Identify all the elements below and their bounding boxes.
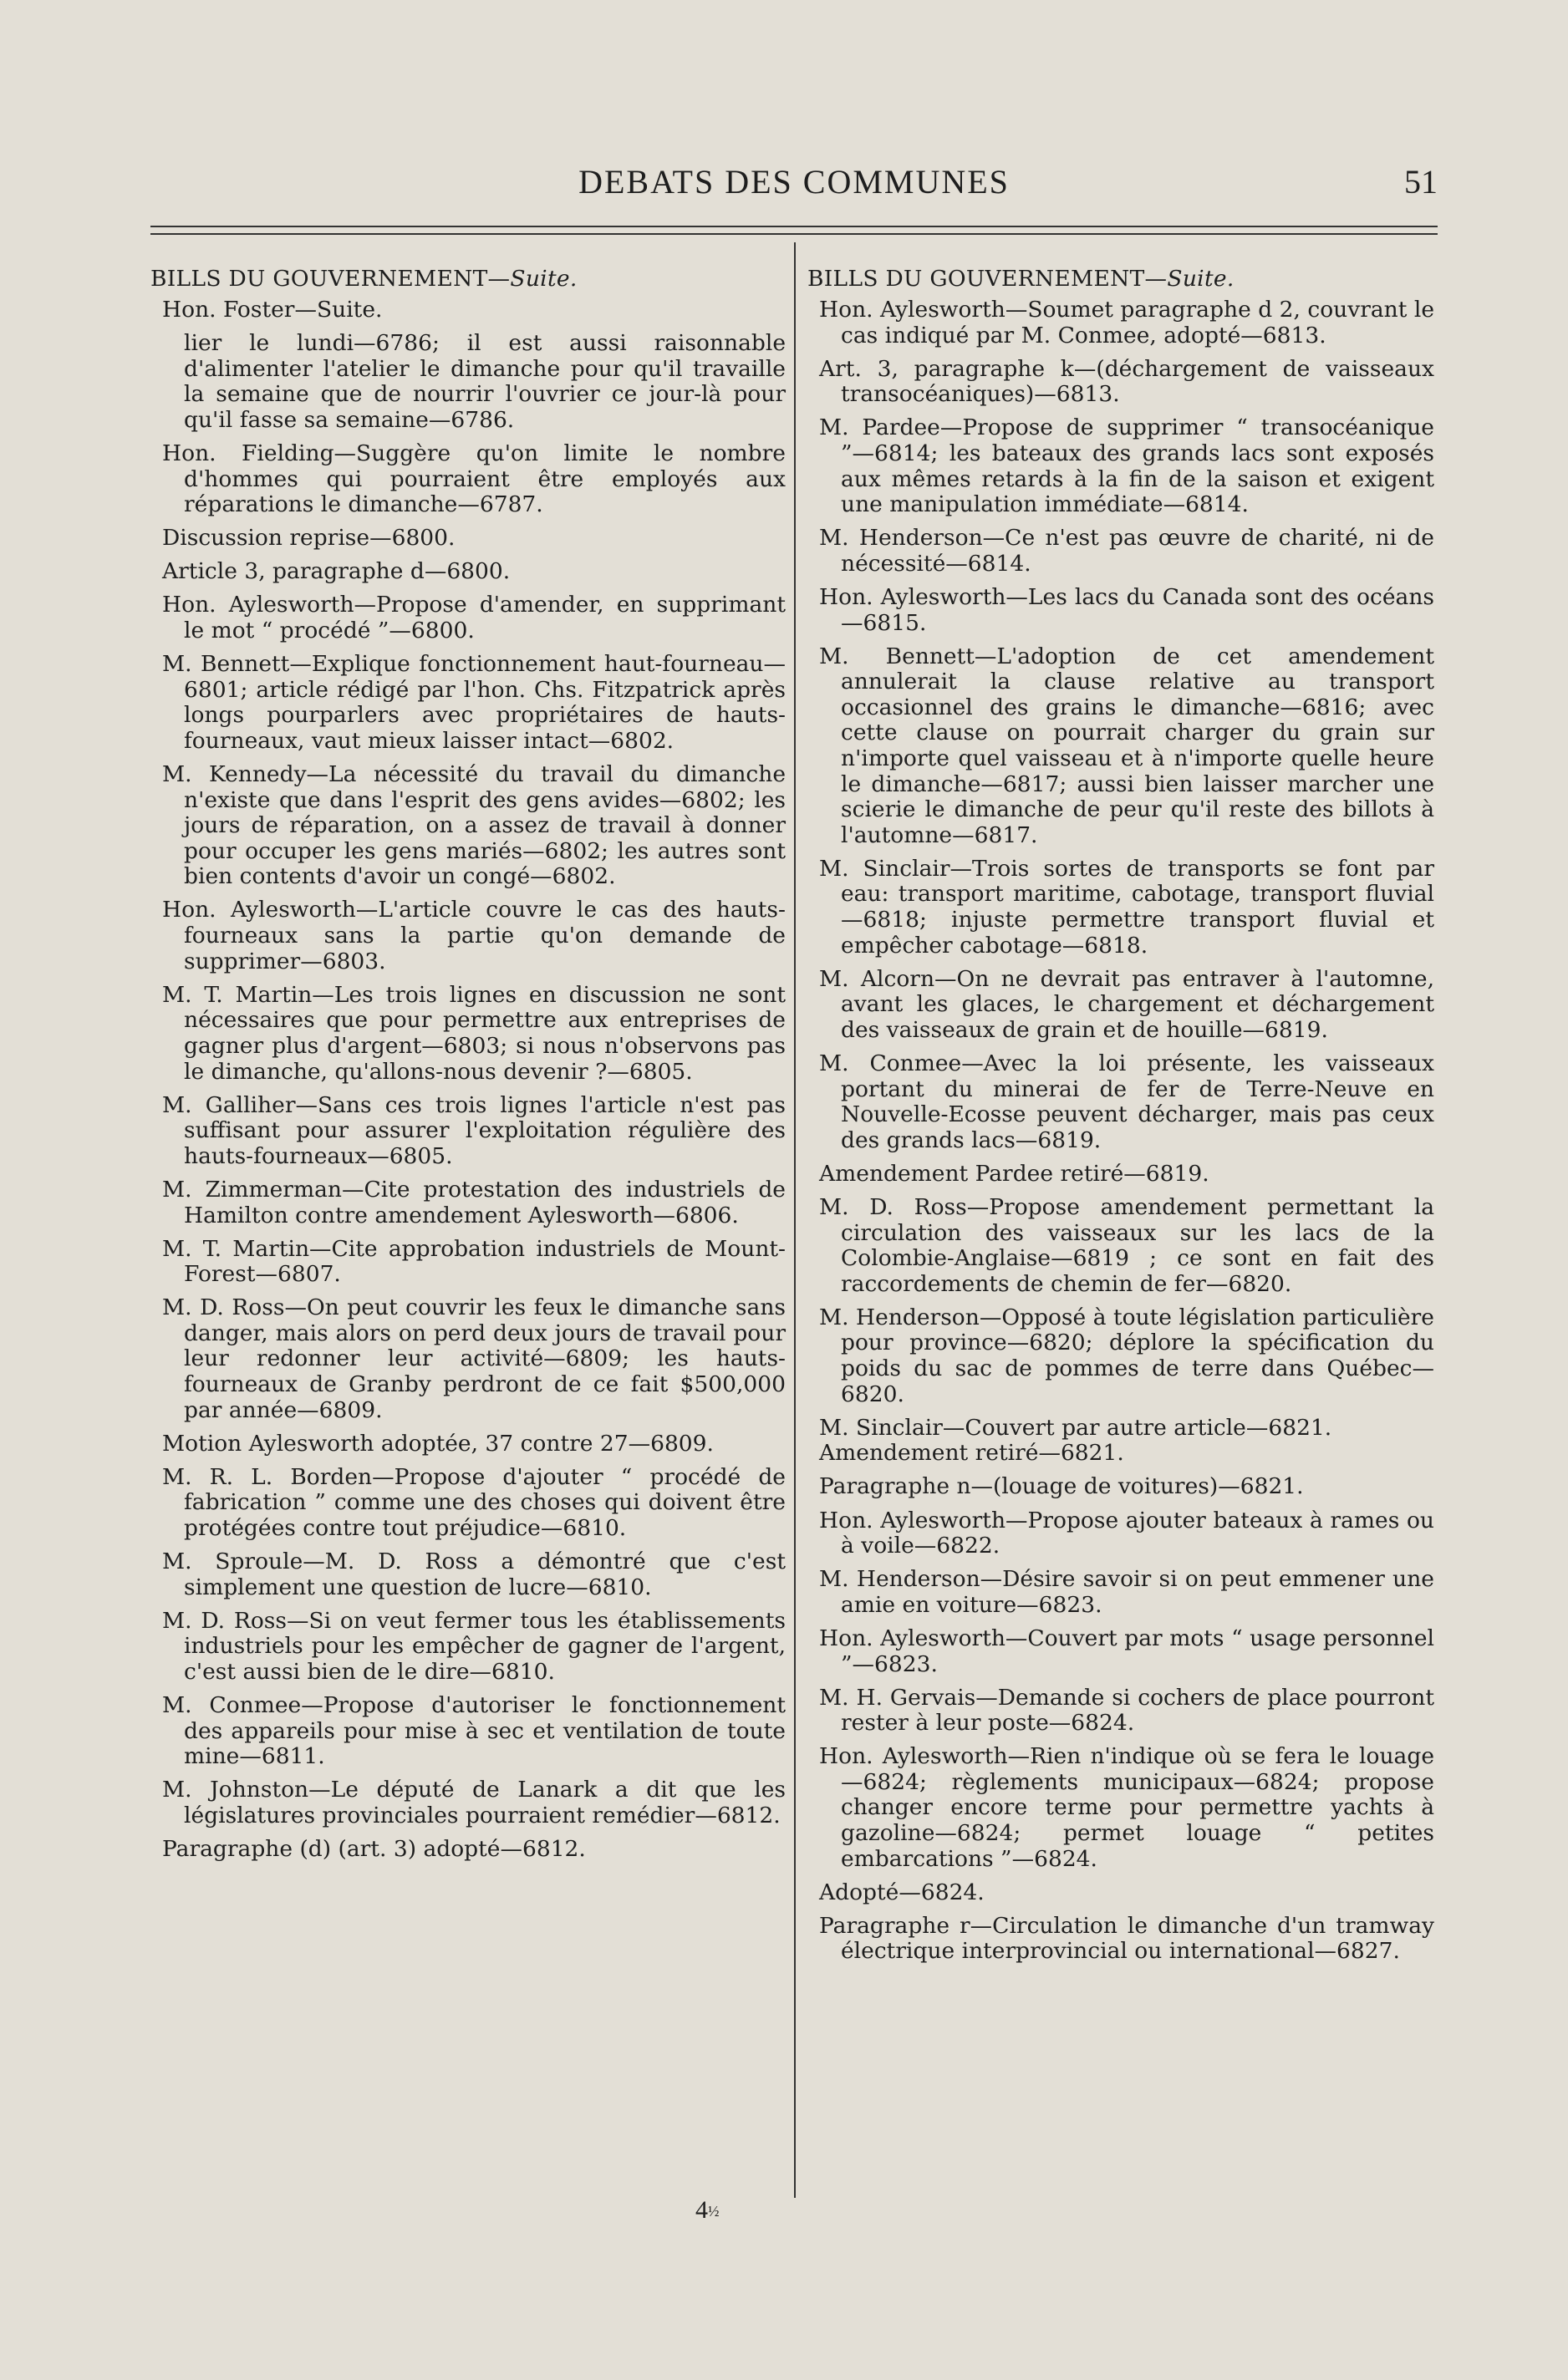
index-entry: Art. 3, paragraphe k—(déchargement de vaisseaux transocéaniques)—6813.	[819, 355, 1434, 408]
section-heading-text: BILLS DU GOUVERNEMENT—	[150, 266, 511, 292]
page-header	[150, 157, 1438, 207]
index-entry: Amendement Pardee retiré—6819.	[819, 1160, 1209, 1187]
index-entry: M. Bennett—Explique fonctionnement haut-fourneau—6801; article rédigé par l'hon. Chs. Fitzpatrick après longs pourparlers avec propriétaires de hauts-fourneaux, vaut mieux laisser intact—6802.	[162, 651, 786, 754]
index-entry: M. Pardee—Propose de supprimer “ transocéanique ”—6814; les bateaux des grands lacs sont exposés aux mêmes retards à la fin de la saison et exigent une manipulation immédiate—6814.	[819, 414, 1434, 518]
column-divider	[794, 242, 796, 2198]
index-entry: M. T. Martin—Les trois lignes en discussion ne sont nécessaires que pour permettre aux entreprises de gagner plus d'argent—6803; si nous n'observons pas le dimanche, qu'allons-nous devenir ?—6805.	[162, 981, 786, 1085]
index-entry: M. Galliher—Sans ces trois lignes l'article n'est pas suffisant pour assurer l'exploitation régulière des hauts-fourneaux—6805.	[162, 1091, 786, 1169]
index-entry: Hon. Foster—Suite.	[162, 297, 383, 323]
index-entry: Hon. Aylesworth—Soumet paragraphe d 2, couvrant le cas indiqué par M. Conmee, adopté—6813.	[819, 297, 1434, 348]
section-heading-suite: Suite.	[510, 266, 578, 292]
printer-signature	[695, 2196, 720, 2225]
index-entry: Motion Aylesworth adoptée, 37 contre 27—6809.	[162, 1430, 714, 1457]
index-entry: M. Conmee—Avec la loi présente, les vaisseaux portant du minerai de fer de Terre-Neuve en Nouvelle-Ecosse peuvent décharger, mais pas ceux des grands lacs—6819.	[819, 1050, 1434, 1153]
index-entry: Hon. Aylesworth—Les lacs du Canada sont des océans—6815.	[819, 583, 1434, 636]
index-entry: Paragraphe r—Circulation le dimanche d'un tramway électrique interprovincial ou international—6827.	[819, 1912, 1434, 1965]
index-entry: lier le lundi—6786; il est aussi raisonnable d'alimenter l'atelier le dimanche pour qu'il travaille la semaine que de nourrir l'ouvrier ce jour-là pour qu'il fasse sa semaine—6786.	[184, 330, 786, 433]
index-entry: M. Alcorn—On ne devrait pas entraver à l'automne, avant les glaces, le chargement et déchargement des vaisseaux de grain et de houille—6819.	[819, 965, 1434, 1043]
index-entry: Hon. Aylesworth—Couvert par mots “ usage personnel ”—6823.	[819, 1625, 1434, 1677]
index-entry: Hon. Aylesworth—L'article couvre le cas des hauts-fourneaux sans la partie qu'on demande de supprimer—6803.	[162, 897, 786, 974]
section-heading-text: BILLS DU GOUVERNEMENT—	[807, 266, 1168, 292]
header-rule-top	[150, 226, 1438, 227]
index-entry: M. Johnston—Le député de Lanark a dit que les législatures provinciales pourraient remédier—6812.	[162, 1777, 786, 1828]
index-entry: M. D. Ross—Si on veut fermer tous les établissements industriels pour les empêcher de gagner de l'argent, c'est aussi bien de le dire—6810.	[162, 1607, 786, 1685]
index-entry: M. Bennett—L'adoption de cet amendement annulerait la clause relative au transport occasionnel des grains le dimanche—6816; avec cette clause on pourrait charger du grain sur n'importe quel vaisseau et à n'importe quelle heure le dimanche—6817; aussi bien laisser marcher une scierie le dimanche de peur qu'il reste des billots à l'automne—6817.	[819, 643, 1434, 848]
page-title: DEBATS DES COMMUNES	[578, 163, 1010, 201]
index-entry: M. Zimmerman—Cite protestation des industriels de Hamilton contre amendement Aylesworth—6806.	[162, 1176, 786, 1228]
index-entry: Article 3, paragraphe d—6800.	[162, 558, 511, 585]
index-entry: M. D. Ross—Propose amendement permettant la circulation des vaisseaux sur les lacs de la Colombie-Anglaise—6819 ; ce sont en fait des raccordements de chemin de fer—6820.	[819, 1194, 1434, 1297]
index-entry: M. T. Martin—Cite approbation industriels de Mount-Forest—6807.	[162, 1235, 786, 1288]
index-entry: M. Henderson—Ce n'est pas œuvre de charité, ni de nécessité—6814.	[819, 525, 1434, 577]
index-entry: M. Henderson—Opposé à toute législation particulière pour province—6820; déplore la spécification du poids du sac de pommes de terre dans Québec—6820.	[819, 1304, 1434, 1407]
index-entry: M. Conmee—Propose d'autoriser le fonctionnement des appareils pour mise à sec et ventilation de toute mine—6811.	[162, 1692, 786, 1770]
index-entry: M. Kennedy—La nécessité du travail du dimanche n'existe que dans l'esprit des gens avides—6802; les jours de réparation, on a assez de travail à donner pour occuper les gens mariés—6802; les autres sont bien contents d'avoir un congé—6802.	[162, 761, 786, 890]
signature-fraction: ½	[708, 2203, 720, 2220]
index-entry: M. H. Gervais—Demande si cochers de place pourront rester à leur poste—6824.	[819, 1684, 1434, 1737]
index-entry: M. Sproule—M. D. Ross a démontré que c'est simplement une question de lucre—6810.	[162, 1549, 786, 1600]
section-heading	[807, 266, 1434, 292]
index-entry: Hon. Fielding—Suggère qu'on limite le nombre d'hommes qui pourraient être employés aux réparations le dimanche—6787.	[162, 440, 786, 518]
index-entry: M. R. L. Borden—Propose d'ajouter “ procédé de fabrication ” comme une des choses qui doivent être protégées contre tout préjudice—6810.	[162, 1463, 786, 1542]
index-entry: Amendement retiré—6821.	[819, 1440, 1124, 1467]
index-entry: M. Sinclair—Couvert par autre article—6821.	[819, 1414, 1332, 1441]
index-entry: Hon. Aylesworth—Propose ajouter bateaux à rames ou à voile—6822.	[819, 1507, 1434, 1559]
index-entry: Adopté—6824.	[819, 1879, 985, 1905]
index-entry: Hon. Aylesworth—Rien n'indique où se fera le louage—6824; règlements municipaux—6824; propose changer encore terme pour permettre yachts à gazoline—6824; permet louage “ petites embarcations ”—6824.	[819, 1743, 1434, 1872]
header-rule-bottom	[150, 233, 1438, 235]
index-entry: Paragraphe (d) (art. 3) adopté—6812.	[162, 1836, 586, 1863]
section-heading-suite: Suite.	[1167, 266, 1235, 292]
right-column	[807, 266, 1434, 1973]
index-entry: Hon. Aylesworth—Propose d'amender, en supprimant le mot “ procédé ”—6800.	[162, 592, 786, 644]
signature-number: 4	[695, 2196, 708, 2224]
index-entry: M. D. Ross—On peut couvrir les feux le dimanche sans danger, mais alors on perd deux jours de travail pour leur redonner leur activité—6809; les hauts-fourneaux de Granby perdront de ce fait $500,000 par année—6809.	[162, 1294, 786, 1423]
index-entry: M. Henderson—Désire savoir si on peut emmener une amie en voiture—6823.	[819, 1566, 1434, 1618]
index-entry: M. Sinclair—Trois sortes de transports se font par eau: transport maritime, cabotage, transport fluvial—6818; injuste permettre transport fluvial et empêcher cabotage—6818.	[819, 855, 1434, 959]
page-number: 51	[1404, 163, 1438, 201]
left-column	[150, 266, 786, 1870]
section-heading	[150, 266, 786, 292]
index-entry: Paragraphe n—(louage de voitures)—6821.	[819, 1473, 1304, 1500]
index-entry: Discussion reprise—6800.	[162, 525, 456, 552]
